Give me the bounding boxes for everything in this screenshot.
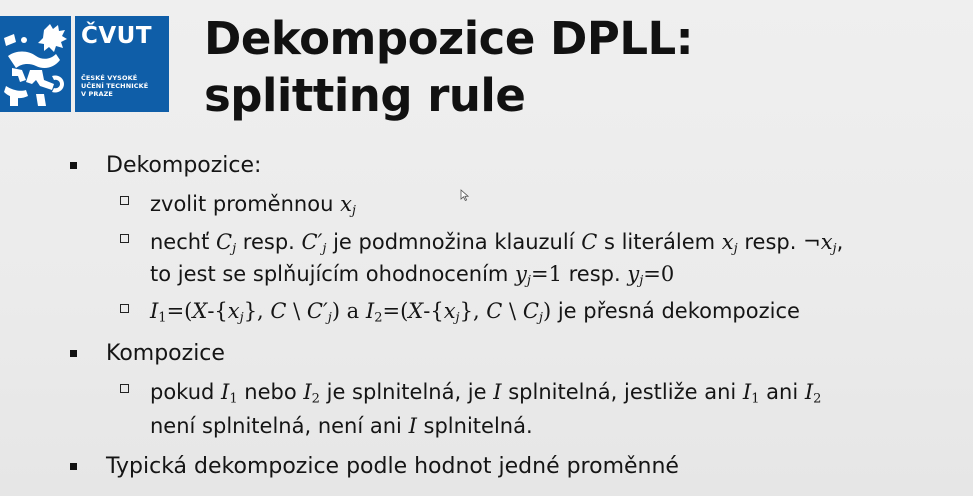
- text-run: zvolit proměnnou: [150, 192, 341, 216]
- math-var: C: [216, 230, 233, 254]
- math-op: ) a: [331, 299, 366, 323]
- text-run: splnitelná, jestliže ani: [501, 380, 743, 404]
- math-op: =0: [643, 262, 675, 286]
- math-op: =(: [382, 299, 409, 323]
- math-var: C: [486, 299, 503, 323]
- math-op: -{: [423, 299, 444, 323]
- lion-icon: [0, 16, 71, 112]
- math-var: y: [515, 262, 527, 286]
- text-run: nechť: [150, 230, 216, 254]
- sub-item-zvolit: [150, 188, 356, 227]
- slide-title: [204, 10, 693, 124]
- math-var: I: [493, 380, 502, 404]
- logo-subtitle-line: UČENÍ TECHNICKÉ: [81, 82, 149, 90]
- math-subscript: 2: [813, 391, 822, 407]
- math-var: x: [820, 230, 833, 254]
- text-run: to jest se splňujícím ohodnocením: [150, 262, 516, 286]
- title-line: splitting rule: [204, 69, 526, 122]
- math-subscript: j: [327, 310, 332, 326]
- lion-emblem-logo: [0, 16, 71, 112]
- bullet-square-icon: [70, 162, 77, 169]
- math-op: ): [542, 299, 552, 323]
- math-subscript: j: [322, 241, 327, 257]
- text-run: je přesná dekompozice: [551, 299, 800, 323]
- mouse-cursor-icon: [460, 189, 469, 202]
- sub-item-pokud-line2: [150, 410, 533, 442]
- math-var: I: [742, 380, 752, 404]
- bullet-square-icon: [70, 463, 77, 470]
- bullet-square-icon: [70, 350, 77, 357]
- math-subscript: j: [733, 241, 738, 257]
- math-subscript: 2: [311, 391, 320, 407]
- math-subscript: 1: [751, 391, 760, 407]
- bullet-typicka-dekompozice: Typická dekompozice podle hodnot jedné proměnné: [106, 454, 679, 479]
- math-var: I: [804, 380, 814, 404]
- math-var: I: [150, 299, 159, 323]
- math-subscript: j: [526, 273, 531, 289]
- title-line: Dekompozice DPLL:: [204, 12, 694, 65]
- math-subscript: j: [639, 273, 644, 289]
- math-subscript: j: [239, 310, 244, 326]
- text-run: ,: [836, 230, 844, 254]
- text-run: je splnitelná, je: [319, 380, 494, 404]
- sub-bullet-square-icon: [120, 196, 129, 205]
- text-run: resp.: [737, 230, 804, 254]
- math-var: y: [627, 262, 640, 286]
- logo-subtitle-line: V PRAZE: [81, 90, 113, 98]
- math-var: X: [408, 299, 424, 323]
- math-var: C: [581, 230, 598, 254]
- logo-subtitle-line: ČESKÉ VYSOKÉ: [81, 74, 138, 82]
- text-run: pokud: [150, 380, 222, 404]
- math-var: x: [443, 299, 456, 323]
- math-subscript: 2: [374, 310, 383, 326]
- sub-bullet-square-icon: [120, 384, 129, 393]
- bullet-dekompozice: Dekompozice:: [106, 153, 262, 178]
- math-var: I: [303, 380, 312, 404]
- math-op: ¬: [803, 230, 821, 254]
- math-op: },: [459, 299, 487, 323]
- math-var: X: [192, 299, 208, 323]
- math-var: x: [227, 299, 240, 323]
- math-subscript: 1: [158, 310, 167, 326]
- math-op: \: [286, 299, 307, 323]
- math-op: \: [502, 299, 523, 323]
- math-subscript: j: [232, 241, 237, 257]
- math-var: I: [408, 414, 417, 438]
- math-var: I: [365, 299, 375, 323]
- math-var: C: [270, 299, 287, 323]
- math-subscript: j: [538, 310, 543, 326]
- math-var: x: [340, 192, 352, 216]
- bullet-kompozice: Kompozice: [106, 341, 225, 366]
- text-run: není splnitelná, není ani: [150, 414, 409, 438]
- math-subscript: j: [832, 241, 837, 257]
- sub-item-nechte-line2: [150, 258, 674, 297]
- math-subscript: j: [351, 203, 356, 219]
- math-var: C′: [306, 299, 328, 323]
- logo-subtitle: [81, 74, 169, 98]
- text-run: nebo: [237, 380, 304, 404]
- math-var: I: [221, 380, 230, 404]
- math-var: C: [522, 299, 539, 323]
- sub-item-presna-dekompozice: [150, 295, 800, 334]
- text-run: resp.: [561, 262, 628, 286]
- math-subscript: 1: [229, 391, 238, 407]
- cvut-logo: [75, 16, 169, 112]
- math-op: -{: [207, 299, 228, 323]
- text-run: s literálem: [597, 230, 722, 254]
- text-run: splnitelná.: [416, 414, 533, 438]
- sub-bullet-square-icon: [120, 304, 129, 313]
- text-run: resp.: [236, 230, 302, 254]
- math-subscript: j: [455, 310, 460, 326]
- text-run: je podmnožina klauzulí: [326, 230, 582, 254]
- math-var: x: [721, 230, 734, 254]
- math-op: },: [243, 299, 271, 323]
- math-var: C′: [301, 230, 323, 254]
- math-op: =(: [166, 299, 193, 323]
- logo-name: ČVUT: [81, 23, 153, 49]
- text-run: ani: [759, 380, 805, 404]
- sub-bullet-square-icon: [120, 234, 129, 243]
- math-op: =1: [530, 262, 562, 286]
